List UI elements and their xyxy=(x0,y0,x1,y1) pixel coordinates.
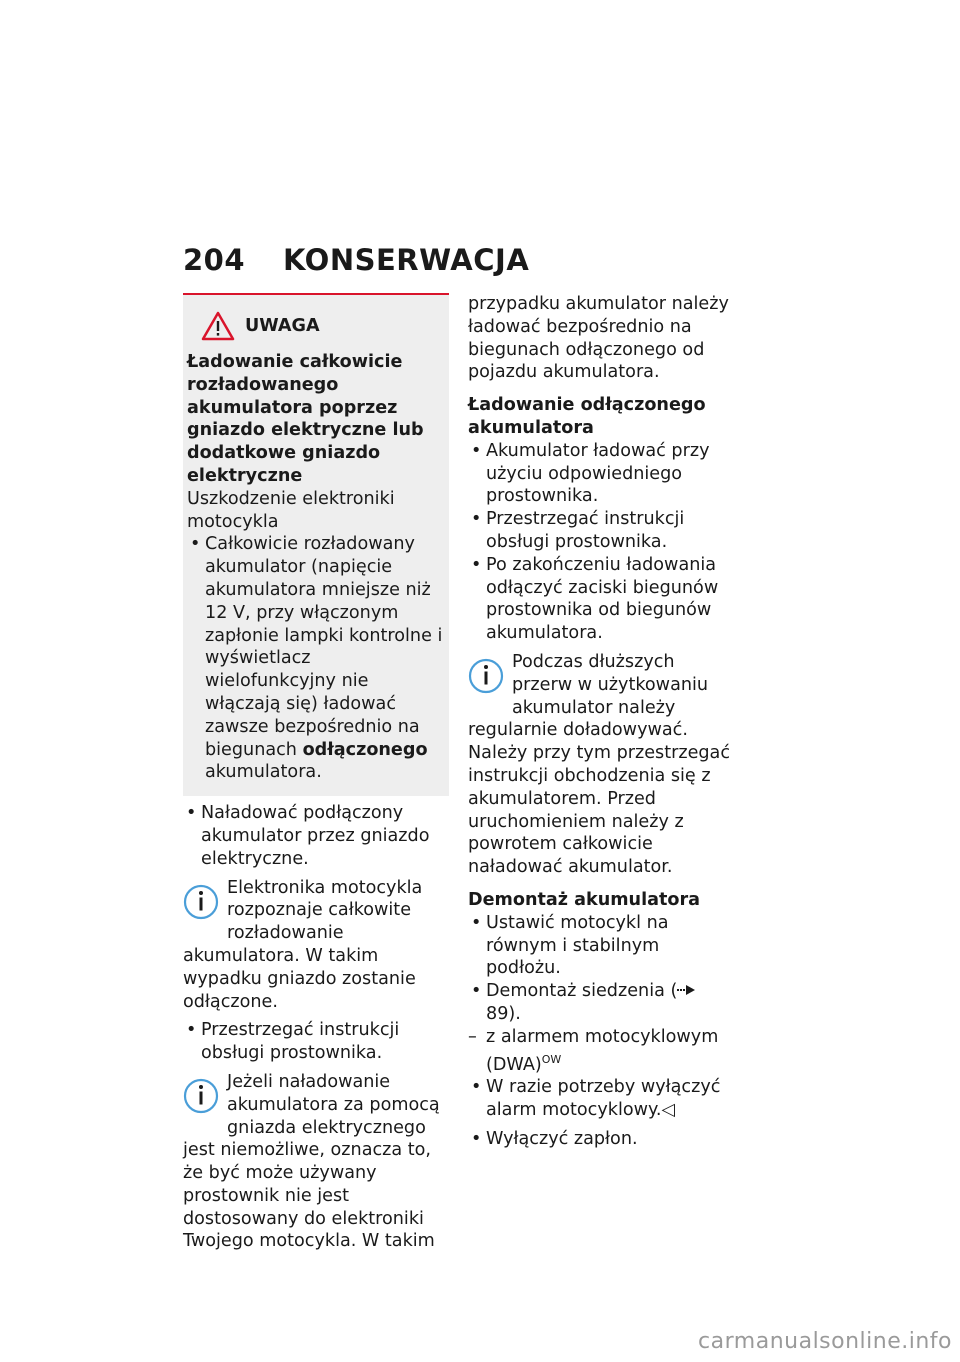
heading-battery-removal: Demontaż akumulatora xyxy=(468,889,701,910)
list-item xyxy=(468,1076,736,1122)
list-item: • Przestrzegać instrukcji obsługi prostownika. xyxy=(468,508,736,554)
warning-bullet-tail: akumulatora. xyxy=(205,762,322,783)
heading-charging-disconnected: Ładowanie odłączonego akumulatora xyxy=(468,395,706,438)
info-note-1 xyxy=(183,877,449,1014)
seat-removal-text: Demontaż siedzenia ( xyxy=(486,981,678,1002)
end-mark-icon: ◁ xyxy=(661,1100,676,1121)
left-column xyxy=(183,293,449,1253)
info-text-3: Podczas dłuższych przerw w użytkowaniu akumulator należy regularnie doładowywać. Należy przy tym przestrzegać instrukcji obchodzenia się z akumulatorem. Przed uruchomieniem należy z powrotem całkowicie naładować akumulator. xyxy=(468,651,731,878)
page-ref-link[interactable]: 89 xyxy=(486,1003,509,1024)
info-text-1: Elektronika motocykla rozpoznaje całkowite rozładowanie akumulatora. W takim wypadku gniazdo zostanie odłączone. xyxy=(183,877,423,1012)
option-superscript: OW xyxy=(541,1052,562,1066)
disable-alarm-text: W razie potrzeby wyłączyć alarm motocyklowy. xyxy=(486,1077,721,1121)
bullet-instructions: • Przestrzegać instrukcji obsługi prostownika. xyxy=(183,1019,449,1065)
warning-header xyxy=(201,311,445,341)
warning-triangle-icon xyxy=(201,311,235,341)
info-note-2 xyxy=(183,1071,449,1253)
warning-bullet-text: Całkowicie rozładowany akumulator (napięcie akumulatora mniejsze niż 12 V, przy włączonym zapłonie lampki kontrolne i wyświetlacz wielofunkcyjny nie włączają się) ładować zawsze bezpośrednio na biegunach xyxy=(205,534,443,760)
list-item: • Po zakończeniu ładowania odłączyć zaciski biegunów prostownika od biegunów akumulatora. xyxy=(468,554,736,645)
warning-label: UWAGA xyxy=(245,315,320,336)
list-item: • Akumulator ładować przy użyciu odpowiedniego prostownika. xyxy=(468,440,736,508)
bullet-charge-socket: • Naładować podłączony akumulator przez gniazdo elektryczne. xyxy=(183,802,449,870)
info-icon xyxy=(183,1073,219,1119)
list-item: • Ustawić motocykl na równym i stabilnym podłożu. xyxy=(468,912,736,980)
list-item-alarm-option xyxy=(468,1026,736,1077)
section-title: KONSERWACJA xyxy=(283,243,530,277)
page-ref-arrow-icon xyxy=(677,984,697,996)
warning-subtitle: Uszkodzenie elektroniki motocykla xyxy=(187,488,395,532)
watermark: carmanualsonline.info xyxy=(698,1329,952,1354)
page-number: 204 xyxy=(183,243,246,277)
alarm-option-text: z alarmem motocyklowym (DWA) xyxy=(486,1026,719,1075)
list-item-seat-removal xyxy=(468,980,736,1026)
info-icon xyxy=(183,879,219,925)
info-icon xyxy=(468,653,504,699)
right-column xyxy=(468,293,736,1151)
warning-bullet-bold: odłączonego xyxy=(302,739,428,760)
list-item: • Wyłączyć zapłon. xyxy=(468,1128,736,1151)
seat-removal-tail: ). xyxy=(508,1003,521,1024)
info-text-2: Jeżeli naładowanie akumulatora za pomocą gniazda elektrycznego jest niemożliwe, oznacza to, że być może używany prostownik nie jest dostosowany do elektroniki Twojego motocykla. W takim xyxy=(183,1071,440,1252)
warning-title: Ładowanie całkowicie rozładowanego akumulatora poprzez gniazdo elektryczne lub dodatkowe gniazdo elektryczne xyxy=(187,352,424,486)
continuation-text: przypadku akumulator należy ładować bezpośrednio na biegunach odłączonego od pojazdu akumulatora. xyxy=(468,294,729,383)
warning-bullet xyxy=(187,533,445,784)
info-note-3 xyxy=(468,651,736,879)
warning-box xyxy=(183,293,449,796)
